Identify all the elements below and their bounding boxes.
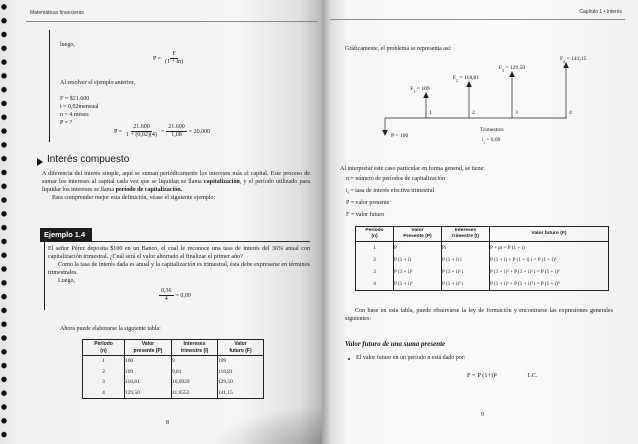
header-line: futuro (F) [229,347,252,354]
triangle-right-icon [37,158,43,166]
definition-text: , y el período utilizado para liquidar los intereses se llama [42,178,310,193]
fraction-numerator: F [170,51,177,59]
header-rule [26,21,318,22]
equals-sign: = [160,128,165,135]
cell-future-value: P (1 + i) + P (1 + i) i = P (1 + i)² [490,254,609,266]
example-rule [92,241,310,242]
cell-interest: P (1 + i)² i [442,266,490,278]
header-line: Valor futuro (F) [531,230,567,236]
header-line: presente (P) [133,347,163,354]
general-formula-table [355,226,609,291]
subheading: Valor futuro de una suma presente [345,340,446,348]
future-value-arrow-1 [423,92,429,118]
header-line: Presente (P) [403,234,432,239]
formula-result: = 20.000 [188,128,211,135]
header-line: Intereses [454,227,477,233]
fraction-denominator: (1 + in) [165,59,184,66]
label-value: = 118,81 [457,75,480,81]
section-title: Interés compuesto [47,154,130,165]
bullet-text: El valor futuro en un período n está dado por: [356,355,466,361]
cell-interest: 9,81 [172,367,218,378]
header-line: Valor [141,341,155,348]
label-symbol: F [560,56,564,62]
definition-block [42,171,310,203]
definition-present-value [346,200,389,208]
definition-symbol: n [346,176,349,182]
header-line: trimestre (I) [452,234,479,239]
page-number: 8 [166,420,169,426]
future-value-arrow-3 [509,71,515,118]
running-header: Capítulo 1 • Interés [579,9,622,15]
arrow-head [423,92,429,98]
cell-present-value: P (1 + i)² [394,266,442,278]
cell-present-value: 100 [125,356,172,367]
cell-future-value: P + pi = P (1 + i) [490,242,609,255]
present-value-formula [153,51,185,67]
arrow-head [382,130,388,136]
definition-subscript: t [347,190,349,196]
term-capitalization-period: período de capitalización. [115,186,183,193]
definition-symbol: i [346,188,348,194]
example-then: Luego, [58,277,76,284]
page-number: 9 [481,412,484,418]
fraction-numerator: 21.600 [131,124,152,132]
header-line: trimestre (I) [180,347,209,354]
cell-period: 3 [83,377,125,388]
cell-present-value: P [394,242,442,255]
header-present-value [394,227,442,242]
future-value-arrow-2 [466,81,472,118]
definition-symbol: F [346,212,350,218]
running-header: Matemáticas financieras [30,10,84,16]
definition-future-value [346,212,384,220]
header-line: (n) [100,347,107,354]
definition-meaning: = tasa de interés efectiva trimestral [348,188,435,194]
cell-period: 2 [83,367,125,378]
future-value-label-2 [453,75,479,83]
header-line: Período [365,227,384,233]
fraction-denominator: 1,08 [171,132,182,139]
rate-fraction [159,288,174,304]
table-header-row [356,227,609,242]
header-interest [442,227,490,242]
cell-present-value: 118,81 [125,377,172,388]
header-future-value [218,340,264,356]
present-value-label: P = 100 [391,133,409,139]
header-period [356,227,394,242]
example-body [48,246,310,286]
given-periods: n = 4 meses [60,112,89,118]
label-subscript: 1 [413,88,416,94]
spiral-binding [0,0,10,444]
cell-present-value: P (1 + i)³ [394,278,442,291]
cell-interest: 11,6552 [172,388,218,399]
cell-present-value: 109 [125,367,172,378]
header-rule [330,19,625,20]
period-label-1: 1 [429,110,432,116]
table-header-row [83,340,264,356]
label-value: = 129,50 [503,65,526,71]
label-symbol: F [498,65,502,71]
table-row [83,367,264,378]
definition-meaning: = valor futuro [349,212,385,218]
table-row [83,377,264,388]
example-explanation: Como la tasa de interés dada es anual y la capitalización es trimestral, ésta debe expresarse en términos trimestrales. [48,261,310,276]
formula-fraction-1 [124,124,159,140]
example-margin-bar [44,242,45,310]
header-line: Intereses [183,341,206,348]
cell-future-value: 141,15 [218,388,264,399]
cash-flow-diagram [360,50,620,150]
future-value-arrow-4 [563,62,569,118]
page-shadow [210,405,322,444]
table-row [356,254,609,266]
cell-interest: P (1 + i) i [442,254,490,266]
table-row [356,242,609,255]
cell-future-value: 109 [218,356,264,367]
definition-meaning: = valor presente [349,200,390,206]
header-line: Período [94,341,113,348]
definition-symbol: P [346,200,350,206]
arrow-head [466,81,472,87]
diagram-intro: Gráficamente, el problema se representa así: [345,46,452,52]
rate-value: = 0,09 [484,137,501,143]
table-intro: Ahora puede elaborarse la siguiente tabla: [60,326,161,332]
formula-fraction [163,51,185,67]
cell-present-value: P (1 + i) [394,254,442,266]
margin-bar [49,30,50,142]
period-label-4: 4 [569,110,572,116]
header-line: Valor [411,227,424,233]
rate-conversion-formula [159,288,191,304]
header-present-value [125,340,172,356]
present-value-arrow [382,118,388,136]
cell-interest: P (1 + i)³ i [442,278,490,291]
label-subscript: 4 [563,58,566,64]
table-row [83,356,264,367]
intro-word: luego, [60,42,75,48]
label-value: = 109 [415,86,430,92]
label-symbol: F [452,75,456,81]
header-period [83,340,125,356]
fraction-numerator: 0,36 [159,288,174,296]
resolve-text: Al resolver el ejemplo anterior, [60,80,135,86]
period-label-2: 2 [472,110,475,116]
cell-interest: Pi [442,242,490,255]
label-subscript: 2 [455,77,458,83]
bullet-icon [348,358,350,360]
table-row [83,388,264,399]
rate-symbol: i [482,137,484,143]
future-value-label-4 [560,56,587,64]
compound-interest-table [82,339,264,399]
conclusion-text: Con base en esta tabla, puede observarse la ley de formación y encontrarse las expresiones generales siguientes: [345,308,613,322]
cell-interest: 10,6929 [172,377,218,388]
solution-formula [114,124,210,140]
header-future-value [490,227,609,242]
cell-period: 1 [83,356,125,367]
cell-future-value: 129,50 [218,377,264,388]
header-line: Valor [234,341,247,348]
rate-subscript: t [483,139,485,145]
formula-lhs: P = [114,128,122,135]
definition-rate [346,188,434,197]
label-subscript: 3 [501,67,504,73]
cell-future-value: P (1 + i)³ + P (1 + i)³ i = P (1 + i)⁴ [490,278,609,291]
definition-periods [346,176,445,184]
given-unknown: P = ? [60,120,73,126]
conclusion-block [345,308,613,324]
term-capitalization: capitalización [203,178,240,185]
fraction-numerator: 21.600 [166,124,187,132]
fraction-denominator: 1 + (0,02)(4) [126,132,157,139]
compound-interest-definition [42,171,310,195]
rate-label [482,137,501,145]
formula-fraction-2 [166,124,187,140]
future-value-label-1 [410,86,430,94]
given-future-value: F = $21.600 [60,96,90,102]
arrow-head [509,71,515,77]
lead-in-text: Para comprender mejor esta definición, véase el siguiente ejemplo: [52,194,216,201]
cell-present-value: 129,50 [125,388,172,399]
definition-text: A diferencia del interés simple, aquí se suman periódicamente los intereses más el capital. Este proceso de sumar los intereses al capital cada vez que se liquidan se llama [42,171,310,185]
cell-period: 4 [83,388,125,399]
label-symbol: F [410,86,414,92]
cell-future-value: P (1 + i)² + P (1 + i)² i = P (1 + i)³ [490,266,609,278]
cell-period: 4 [356,278,394,291]
cell-period: 3 [356,266,394,278]
formula-lhs: P = [153,55,161,62]
definition-meaning: = número de períodos de capitalización [349,176,446,182]
right-page [322,0,638,444]
general-intro: Al interpretar este caso particular en forma general, se tiene: [340,166,485,172]
formula-tag: 1.C. [527,372,538,379]
period-label-3: 3 [515,110,518,116]
table-row [356,266,609,278]
fraction-denominator: 4 [164,296,168,303]
future-value-formula: F = P (1+i)ⁿ [467,372,498,379]
formula-result: = 0,09 [175,292,191,299]
example-label: Ejemplo 1.4 [40,228,92,242]
axis-label: Trimestres [480,127,504,133]
header-interest [172,340,218,356]
table-row [356,278,609,291]
label-value: = 141,15 [565,56,587,62]
cell-period: 1 [356,242,394,255]
cell-future-value: 118,81 [218,367,264,378]
cell-interest: 9 [172,356,218,367]
header-line: (n) [371,234,378,239]
cell-period: 2 [356,254,394,266]
given-rate: i = 0,02mensual [60,104,99,110]
example-statement: El señor Pérez deposita $100 en un Banco, el cual le reconoce una tasa de interés del 36% anual con capitalización trimestral. ¿Cuál será el valor ahorrado al finalizar el primer año? [48,246,310,260]
